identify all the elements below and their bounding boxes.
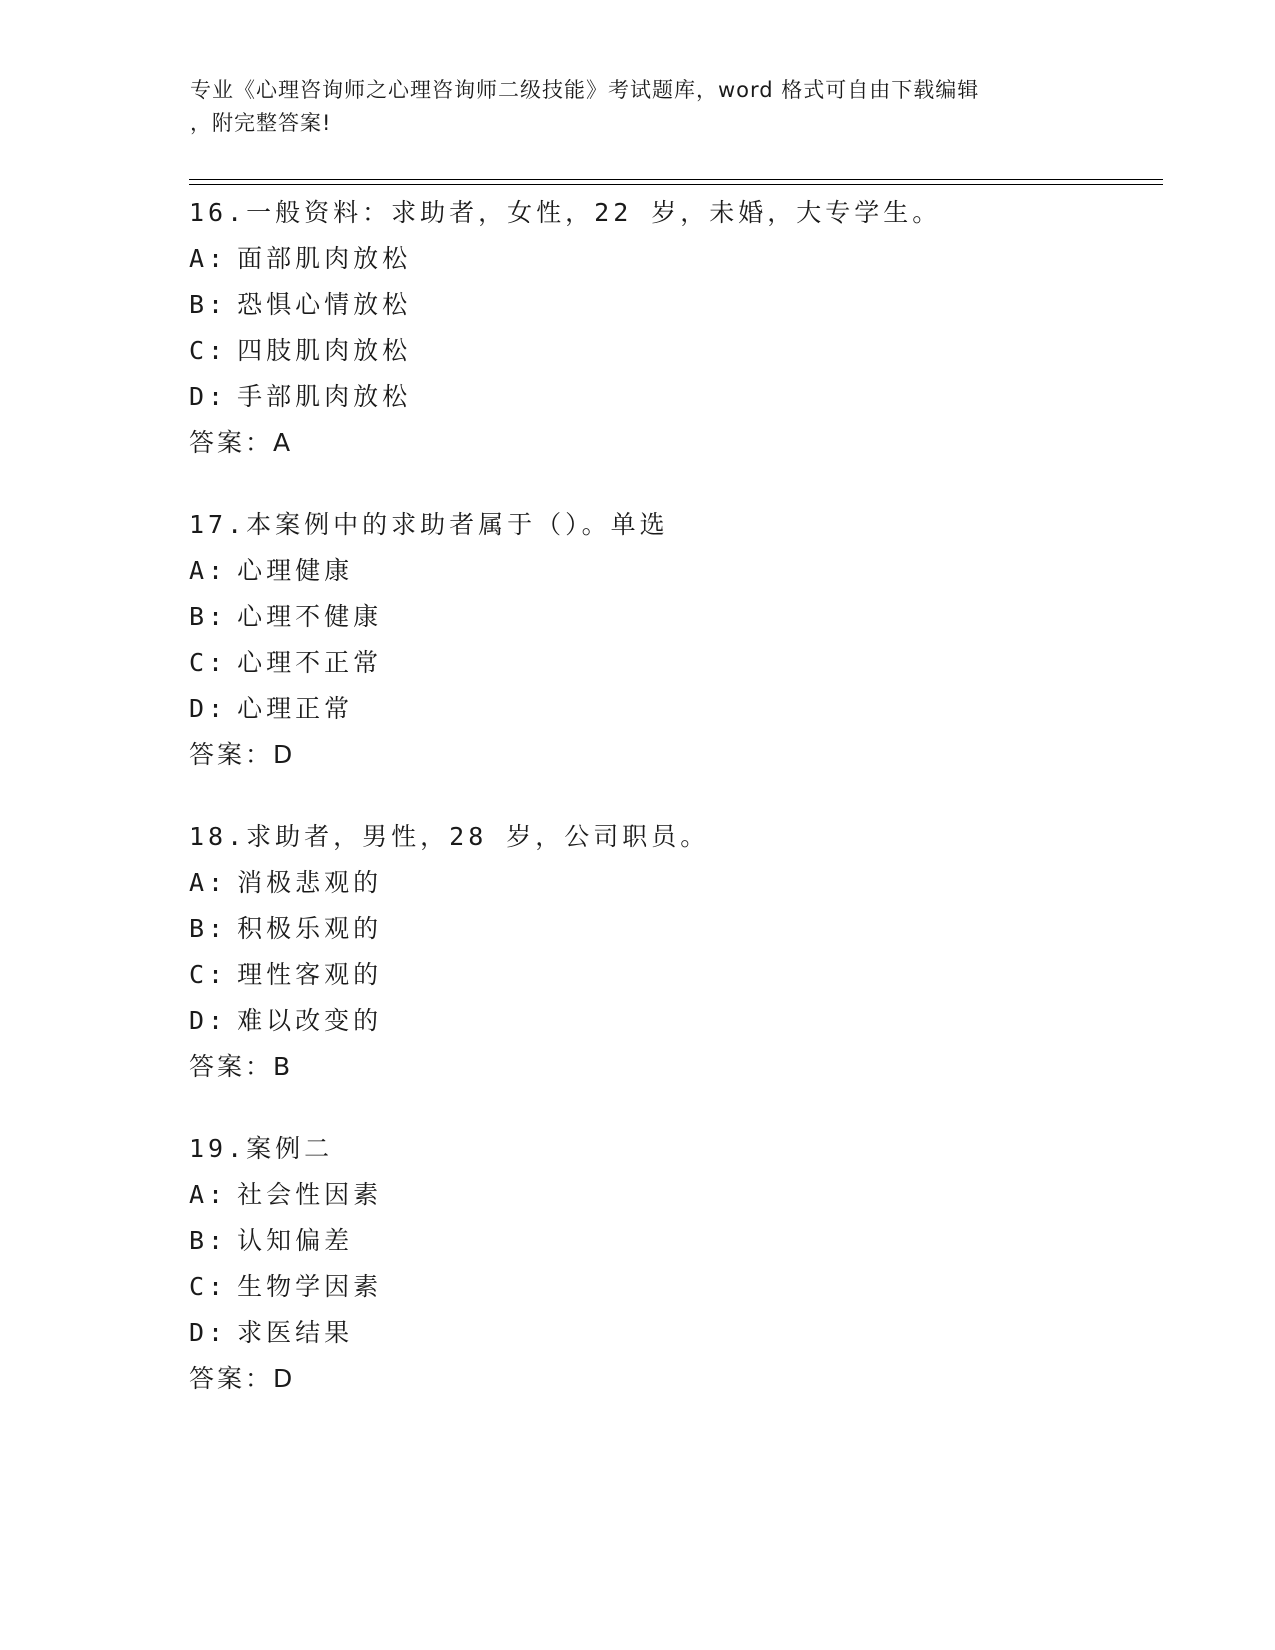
option-text: 认知偏差 [237, 1226, 354, 1255]
option-text: 手部肌肉放松 [237, 382, 412, 411]
option-text: 积极乐观的 [237, 914, 383, 943]
option-text: 消极悲观的 [237, 868, 383, 897]
answer-line: 答案：D [189, 1364, 296, 1393]
option-b [189, 594, 1169, 640]
option-a [189, 236, 1169, 282]
header-divider-bottom [189, 184, 1163, 185]
option-letter: B: [189, 914, 228, 943]
option-text: 心理健康 [237, 556, 354, 585]
option-letter: D: [189, 382, 228, 411]
option-b [189, 906, 1169, 952]
option-c [189, 1264, 1169, 1310]
option-letter: A: [189, 1180, 228, 1209]
option-letter: D: [189, 694, 228, 723]
header-line-1: 专业《心理咨询师之心理咨询师二级技能》考试题库，word 格式可自由下载编辑 [190, 78, 980, 102]
question-stem: 18.求助者，男性，28 岁，公司职员。 [189, 822, 710, 851]
question-list [189, 190, 1169, 1438]
option-letter: D: [189, 1318, 228, 1347]
option-text: 面部肌肉放松 [237, 244, 412, 273]
option-d [189, 686, 1169, 732]
question-stem: 17.本案例中的求助者属于（）。单选 [189, 510, 669, 539]
option-letter: C: [189, 648, 228, 677]
option-text: 心理不正常 [237, 648, 383, 677]
option-letter: C: [189, 1272, 228, 1301]
option-letter: C: [189, 960, 228, 989]
option-letter: A: [189, 556, 228, 585]
option-text: 求医结果 [237, 1318, 354, 1347]
question-stem: 19.案例二 [189, 1134, 334, 1163]
option-text: 心理不健康 [237, 602, 383, 631]
document-header [190, 74, 1080, 140]
option-text: 恐惧心情放松 [237, 290, 412, 319]
option-letter: A: [189, 244, 228, 273]
option-text: 难以改变的 [237, 1006, 383, 1035]
option-d [189, 998, 1169, 1044]
option-letter: B: [189, 290, 228, 319]
option-b [189, 282, 1169, 328]
question-16 [189, 190, 1169, 466]
question-17 [189, 502, 1169, 778]
header-divider-top [189, 179, 1163, 180]
header-line-2: ，附完整答案! [190, 111, 332, 135]
option-letter: A: [189, 868, 228, 897]
answer-line: 答案：B [189, 1052, 294, 1081]
option-text: 生物学因素 [237, 1272, 383, 1301]
option-letter: B: [189, 602, 228, 631]
option-c [189, 952, 1169, 998]
option-d [189, 374, 1169, 420]
option-text: 理性客观的 [237, 960, 383, 989]
option-a [189, 548, 1169, 594]
question-stem: 16.一般资料：求助者，女性，22 岁，未婚，大专学生。 [189, 198, 942, 227]
option-b [189, 1218, 1169, 1264]
question-19 [189, 1126, 1169, 1402]
option-text: 四肢肌肉放松 [237, 336, 412, 365]
option-c [189, 328, 1169, 374]
option-letter: D: [189, 1006, 228, 1035]
option-text: 心理正常 [237, 694, 354, 723]
option-text: 社会性因素 [237, 1180, 383, 1209]
option-c [189, 640, 1169, 686]
option-letter: B: [189, 1226, 228, 1255]
option-letter: C: [189, 336, 228, 365]
answer-line: 答案：D [189, 740, 296, 769]
option-a [189, 860, 1169, 906]
option-a [189, 1172, 1169, 1218]
answer-line: 答案：A [189, 428, 294, 457]
question-18 [189, 814, 1169, 1090]
option-d [189, 1310, 1169, 1356]
